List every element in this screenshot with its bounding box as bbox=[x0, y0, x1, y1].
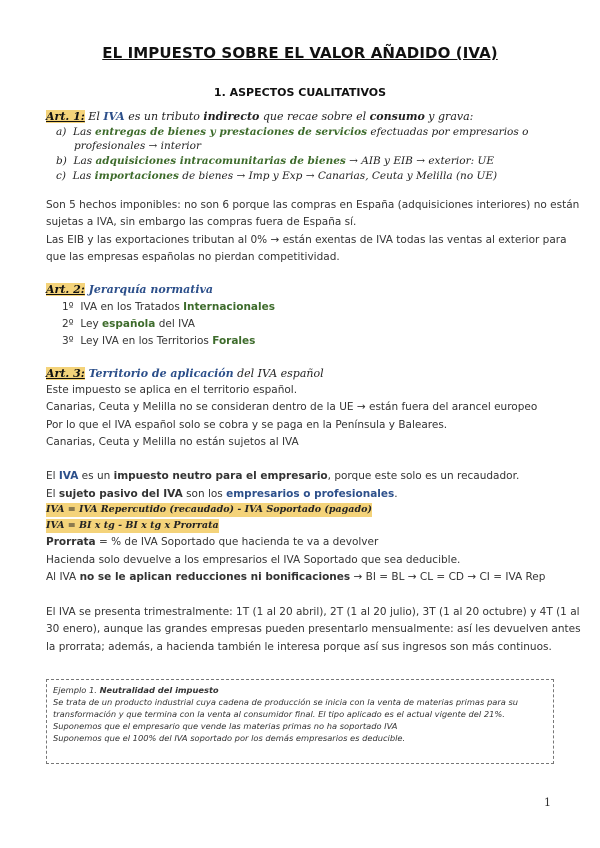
keyword-iva: IVA bbox=[58, 470, 79, 482]
list-keyword: importaciones bbox=[94, 170, 179, 182]
list-text: Ley bbox=[80, 318, 103, 330]
paragraph-line: la prorrata; además, a hacienda también le interesa porque así sus ingresos son más continuos. bbox=[46, 641, 552, 653]
art1-text: es un tributo bbox=[124, 110, 204, 123]
paragraph-line: El IVA se presenta trimestralmente: 1T (1 al 20 abril), 2T (1 al 20 julio), 3T (1 al 20 octubre) y 4T (1 al bbox=[46, 606, 580, 618]
list-keyword: Internacionales bbox=[183, 301, 275, 313]
text: = % de IVA Soportado que hacienda te va a devolver bbox=[95, 536, 379, 548]
keyword: Prorrata bbox=[46, 536, 96, 548]
art3-title: Territorio de aplicación bbox=[84, 367, 234, 380]
example-heading bbox=[53, 684, 547, 696]
paragraph-line: Las EIB y las exportaciones tributan al 0% → están exentas de IVA todas las ventas al exterior para bbox=[46, 234, 567, 246]
list-marker: c) bbox=[56, 170, 66, 182]
art2-heading bbox=[46, 283, 213, 296]
list-keyword: entregas de bienes y prestaciones de servicios bbox=[95, 126, 368, 138]
example-box bbox=[46, 679, 554, 764]
art1-consumo: consumo bbox=[369, 110, 425, 123]
text: El bbox=[46, 470, 59, 482]
section-heading: 1. ASPECTOS CUALITATIVOS bbox=[213, 86, 387, 99]
example-line: transformación y que termina con la venta al consumidor final. El tipo aplicado es el actual vigente del 21%. bbox=[53, 709, 505, 719]
prorrata-line bbox=[46, 534, 378, 550]
text: . bbox=[394, 488, 398, 500]
art2-item-3 bbox=[62, 333, 255, 349]
list-text: Las bbox=[72, 170, 95, 182]
paragraph-line: Canarias, Ceuta y Melilla no se consideran dentro de la UE → están fuera del arancel europeo bbox=[46, 401, 538, 413]
list-marker: a) bbox=[56, 126, 67, 138]
example-line: Suponemos que el empresario que vende las materias primas no ha soportado IVA bbox=[53, 721, 398, 731]
formula-2: IVA = BI x tg - BI x tg x Prorrata bbox=[46, 520, 219, 531]
keyword-blue: empresarios o profesionales bbox=[226, 488, 395, 500]
paragraph-line: que las empresas españolas no pierdan competitividad. bbox=[46, 251, 340, 263]
list-keyword: adquisiciones intracomunitarias de bienes bbox=[95, 155, 346, 167]
art1-number: Art. 1: bbox=[46, 110, 85, 123]
list-text: Las bbox=[73, 126, 96, 138]
art3-number: Art. 3: bbox=[46, 367, 85, 380]
paragraph-line: Por lo que el IVA español solo se cobra y se paga en la Península y Baleares. bbox=[46, 419, 448, 431]
list-marker: 2º bbox=[62, 318, 74, 330]
art1-indirecto: indirecto bbox=[203, 110, 260, 123]
text: es un bbox=[78, 470, 114, 482]
paragraph-line: Canarias, Ceuta y Melilla no están sujetos al IVA bbox=[46, 436, 299, 448]
list-keyword: Forales bbox=[212, 335, 256, 347]
list-marker: b) bbox=[56, 155, 67, 167]
paragraph-line: Son 5 hechos imponibles: no son 6 porque las compras en España (adquisiciones interiores) no están bbox=[46, 199, 580, 211]
list-marker: 3º bbox=[62, 335, 74, 347]
list-text: Ley IVA en los Territorios bbox=[80, 335, 213, 347]
formula-1: IVA = IVA Repercutido (recaudado) - IVA Soportado (pagado) bbox=[46, 504, 372, 515]
list-text: del IVA bbox=[155, 318, 195, 330]
art1-text: que recae sobre el bbox=[259, 110, 370, 123]
art1-item-c bbox=[56, 170, 497, 182]
art1-item-a-cont: profesionales → interior bbox=[74, 140, 201, 152]
art2-title: Jerarquía normativa bbox=[84, 283, 214, 296]
list-text: de bienes → Imp y Exp → Canarias, Ceuta y Melilla (no UE) bbox=[178, 170, 498, 182]
list-marker: 1º bbox=[62, 301, 74, 313]
art2-item-1 bbox=[62, 299, 275, 315]
example-line: Suponemos que el 100% del IVA soportado por los demás empresarios es deducible. bbox=[53, 733, 406, 743]
art3-heading bbox=[46, 367, 324, 380]
art1-item-a bbox=[56, 126, 528, 138]
text: → BI = BL → CL = CD → CI = IVA Rep bbox=[350, 571, 546, 583]
list-text: efectuadas por empresarios o bbox=[367, 126, 529, 138]
example-title: Neutralidad del impuesto bbox=[99, 685, 219, 695]
neutral-line-1 bbox=[46, 468, 519, 484]
keyword: impuesto neutro para el empresario bbox=[113, 470, 328, 482]
page-number: 1 bbox=[544, 796, 551, 809]
art3-title-rest: del IVA español bbox=[233, 367, 324, 380]
text: son los bbox=[182, 488, 227, 500]
keyword: no se le aplican reducciones ni bonificaciones bbox=[79, 571, 351, 583]
list-text: Las bbox=[73, 155, 96, 167]
text: El bbox=[46, 488, 59, 500]
paragraph-line: Hacienda solo devuelve a los empresarios el IVA Soportado que sea deducible. bbox=[46, 554, 461, 566]
art1-heading bbox=[46, 110, 473, 123]
paragraph-line: 30 enero), aunque las grandes empresas pueden presentarlo mensualmente: así les devuelven antes bbox=[46, 623, 581, 635]
text: , porque este solo es un recaudador. bbox=[327, 470, 520, 482]
document-title: EL IMPUESTO SOBRE EL VALOR AÑADIDO (IVA) bbox=[102, 44, 498, 62]
example-line: Se trata de un producto industrial cuya cadena de producción se inicia con la venta de materias primas para su bbox=[53, 697, 519, 707]
list-keyword: española bbox=[102, 318, 156, 330]
example-label: Ejemplo 1. bbox=[53, 685, 100, 695]
list-text: → AIB y EIB → exterior: UE bbox=[345, 155, 495, 167]
list-text: IVA en los Tratados bbox=[80, 301, 184, 313]
paragraph-line: Este impuesto se aplica en el territorio español. bbox=[46, 384, 298, 396]
art1-iva: IVA bbox=[103, 110, 125, 123]
text: Al IVA bbox=[46, 571, 80, 583]
paragraph-line: sujetas a IVA, sin embargo las compras fuera de España sí. bbox=[46, 216, 357, 228]
art1-text: y grava: bbox=[424, 110, 474, 123]
art1-text: El bbox=[84, 110, 104, 123]
art2-number: Art. 2: bbox=[46, 283, 85, 296]
neutral-line-7 bbox=[46, 569, 545, 585]
art1-item-b bbox=[56, 155, 494, 167]
keyword: sujeto pasivo del IVA bbox=[58, 488, 183, 500]
neutral-line-2 bbox=[46, 486, 398, 502]
art2-item-2 bbox=[62, 316, 195, 332]
